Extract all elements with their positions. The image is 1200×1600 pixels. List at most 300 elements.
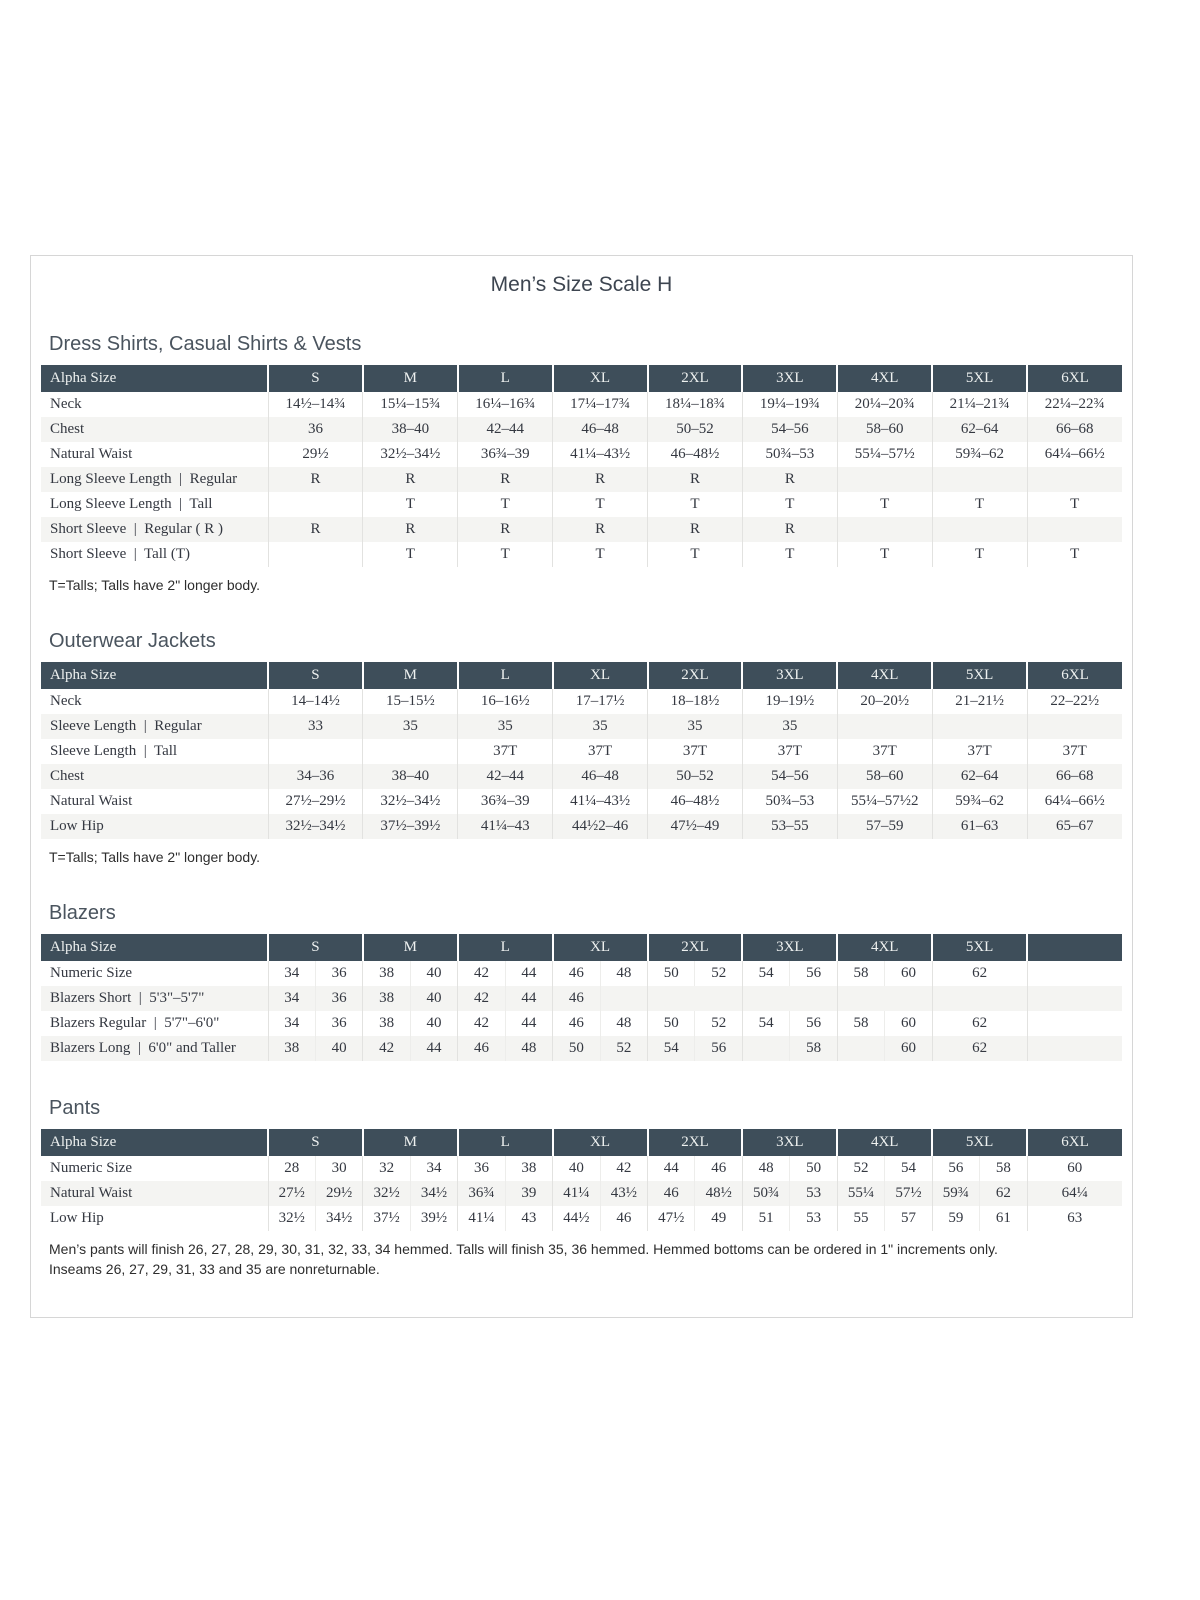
cell-value: 36 (315, 961, 362, 986)
column-header-size: 5XL (932, 1129, 1027, 1156)
column-header-size: L (458, 934, 553, 961)
row-label: Natural Waist (50, 1185, 133, 1202)
cell-value: 60 (1027, 1156, 1122, 1181)
cell-value: 36 (458, 1156, 505, 1181)
cell-value: 50¾ (742, 1181, 789, 1206)
cell-value: 17¼–17¾ (553, 392, 648, 417)
table-row (41, 1181, 1122, 1206)
column-header-size: 2XL (648, 662, 743, 689)
cell-value: 64¼ (1027, 1181, 1122, 1206)
cell-value (1027, 961, 1122, 986)
cell-value (932, 517, 1027, 542)
cell-value: 46–48½ (648, 442, 743, 467)
column-header-label: Alpha Size (41, 934, 268, 961)
cell-value (932, 986, 1027, 1011)
cell-value: 60 (885, 961, 932, 986)
row-label: Numeric Size (50, 965, 133, 982)
cell-value: 42–44 (458, 417, 553, 442)
cell-value: 20–20½ (837, 689, 932, 714)
cell-value: 34 (268, 986, 315, 1011)
cell-value: 54–56 (742, 764, 837, 789)
column-header-size: 2XL (648, 365, 743, 392)
column-header-size: 3XL (742, 365, 837, 392)
column-header-size: L (458, 365, 553, 392)
column-header-size: 2XL (648, 934, 743, 961)
column-header-size: L (458, 1129, 553, 1156)
cell-value: 50–52 (648, 764, 743, 789)
cell-value: 37T (553, 739, 648, 764)
cell-value: 55 (837, 1206, 884, 1231)
cell-value (1027, 517, 1122, 542)
cell-value (742, 1036, 789, 1061)
cell-value (1027, 714, 1122, 739)
cell-value: 42 (458, 1011, 505, 1036)
cell-value (363, 739, 458, 764)
cell-value: R (553, 517, 648, 542)
table-row (41, 961, 1122, 986)
cell-value (742, 986, 837, 1011)
cell-value: 48 (600, 1011, 647, 1036)
cell-value: 49 (695, 1206, 742, 1231)
cell-value: 50¾–53 (742, 442, 837, 467)
sections-container (41, 333, 1122, 1278)
cell-value: T (553, 542, 648, 567)
size-table-outerwear-jackets (41, 662, 1122, 839)
cell-value: 44½ (553, 1206, 600, 1231)
table-row (41, 492, 1122, 517)
column-header-size: 6XL (1027, 1129, 1122, 1156)
cell-value: 56 (790, 1011, 837, 1036)
row-label: Low Hip (50, 1210, 104, 1227)
cell-value: 65–67 (1027, 814, 1122, 839)
cell-value: R (268, 467, 363, 492)
cell-value: 18–18½ (648, 689, 743, 714)
column-header-size: 4XL (837, 1129, 932, 1156)
cell-value: 37T (742, 739, 837, 764)
column-header-size: S (268, 365, 363, 392)
cell-value: 50 (790, 1156, 837, 1181)
cell-value: 57½ (885, 1181, 932, 1206)
cell-value: 39½ (410, 1206, 457, 1231)
cell-value: 36 (268, 417, 363, 442)
cell-value: 46 (600, 1206, 647, 1231)
cell-value: 16–16½ (458, 689, 553, 714)
cell-value: 36¾–39 (458, 789, 553, 814)
cell-value: 37T (932, 739, 1027, 764)
cell-value (268, 492, 363, 517)
cell-value: 16¼–16¾ (458, 392, 553, 417)
cell-value: 56 (932, 1156, 979, 1181)
column-header-size: 4XL (837, 934, 932, 961)
cell-value: 35 (458, 714, 553, 739)
cell-value: 42 (458, 986, 505, 1011)
cell-value: 62 (980, 1181, 1027, 1206)
header-row (41, 934, 1122, 961)
cell-value: 14–14½ (268, 689, 363, 714)
cell-value: 42 (363, 1036, 410, 1061)
cell-value: 37T (837, 739, 932, 764)
cell-value: 64¼–66½ (1027, 789, 1122, 814)
cell-value: 36¾–39 (458, 442, 553, 467)
cell-value: 58 (980, 1156, 1027, 1181)
cell-value (1027, 467, 1122, 492)
table-row (41, 739, 1122, 764)
cell-value: T (837, 542, 932, 567)
cell-value: 62 (932, 1011, 1027, 1036)
size-table-dress-shirts (41, 365, 1122, 567)
cell-value: 59 (932, 1206, 979, 1231)
cell-value: 35 (648, 714, 743, 739)
cell-value: 55¼–57½2 (837, 789, 932, 814)
cell-value: 34½ (410, 1181, 457, 1206)
cell-value: 58 (837, 1011, 884, 1036)
cell-value (268, 739, 363, 764)
cell-value: 53 (790, 1181, 837, 1206)
column-header-size (1027, 934, 1122, 961)
cell-value: R (363, 517, 458, 542)
cell-value: 48 (600, 961, 647, 986)
cell-value: 50 (648, 1011, 695, 1036)
table-header (41, 365, 1122, 392)
page-title: Men’s Size Scale H (490, 273, 673, 296)
cell-value: 33 (268, 714, 363, 739)
cell-value: R (268, 517, 363, 542)
column-header-size: 4XL (837, 365, 932, 392)
section-pants (41, 1097, 1122, 1277)
section-footnote: T=Talls; Talls have 2" longer body. (49, 849, 261, 866)
cell-value: 38–40 (363, 764, 458, 789)
table-row (41, 764, 1122, 789)
cell-value: 17–17½ (553, 689, 648, 714)
cell-value: 40 (410, 961, 457, 986)
cell-value: 58–60 (837, 417, 932, 442)
table-row (41, 417, 1122, 442)
column-header-size: XL (553, 365, 648, 392)
column-header-size: S (268, 1129, 363, 1156)
cell-value (932, 714, 1027, 739)
cell-value: 22–22½ (1027, 689, 1122, 714)
row-label: Natural Waist (50, 793, 133, 810)
cell-value: 38 (363, 961, 410, 986)
section-heading-blazers: Blazers (49, 902, 116, 925)
cell-value: R (648, 517, 743, 542)
column-header-size: 6XL (1027, 662, 1122, 689)
cell-value: 63 (1027, 1206, 1122, 1231)
cell-value (837, 1036, 884, 1061)
cell-value: 47½–49 (648, 814, 743, 839)
cell-value: 62 (932, 1036, 1027, 1061)
cell-value: 46 (553, 1011, 600, 1036)
cell-value: 54–56 (742, 417, 837, 442)
cell-value: 36 (315, 986, 362, 1011)
cell-value: 19–19½ (742, 689, 837, 714)
cell-value: 27½–29½ (268, 789, 363, 814)
cell-value: R (363, 467, 458, 492)
cell-value: 44 (505, 961, 552, 986)
cell-value: 37½ (363, 1206, 410, 1231)
cell-value: 56 (790, 961, 837, 986)
cell-value: 32½–34½ (268, 814, 363, 839)
cell-value: 27½ (268, 1181, 315, 1206)
cell-value: 46 (695, 1156, 742, 1181)
table-row (41, 442, 1122, 467)
cell-value: 60 (885, 1011, 932, 1036)
cell-value: 57 (885, 1206, 932, 1231)
cell-value: 50 (553, 1036, 600, 1061)
row-label: Blazers Regular | 5'7"–6'0" (50, 1015, 220, 1032)
cell-value: 28 (268, 1156, 315, 1181)
table-body (41, 1156, 1122, 1231)
cell-value (268, 542, 363, 567)
table-header (41, 934, 1122, 961)
cell-value: 52 (695, 1011, 742, 1036)
cell-value: R (742, 517, 837, 542)
cell-value: 32½–34½ (363, 442, 458, 467)
column-header-size: L (458, 662, 553, 689)
cell-value: 58 (790, 1036, 837, 1061)
cell-value: 54 (648, 1036, 695, 1061)
cell-value: 50¾–53 (742, 789, 837, 814)
column-header-size: 5XL (932, 662, 1027, 689)
table-row (41, 1156, 1122, 1181)
row-label: Numeric Size (50, 1160, 133, 1177)
cell-value: T (553, 492, 648, 517)
cell-value: 44½2–46 (553, 814, 648, 839)
cell-value: 52 (695, 961, 742, 986)
cell-value: 20¼–20¾ (837, 392, 932, 417)
table-row (41, 789, 1122, 814)
section-footnote: Men’s pants will finish 26, 27, 28, 29, 30, 31, 32, 33, 34 hemmed. Talls will finish 35, 36 hemmed. Hemmed bottoms can be ordered in 1" increments only. (49, 1241, 998, 1258)
cell-value: 62–64 (932, 417, 1027, 442)
row-label: Chest (50, 768, 85, 785)
column-header-size: XL (553, 934, 648, 961)
cell-value: 40 (553, 1156, 600, 1181)
section-outerwear-jackets (41, 630, 1122, 866)
cell-value: 29½ (268, 442, 363, 467)
table-row (41, 517, 1122, 542)
cell-value: 29½ (315, 1181, 362, 1206)
cell-value: 50 (648, 961, 695, 986)
column-header-label: Alpha Size (41, 365, 268, 392)
cell-value: 48 (742, 1156, 789, 1181)
table-body (41, 689, 1122, 839)
cell-value: 47½ (648, 1206, 695, 1231)
cell-value: 32½ (363, 1181, 410, 1206)
cell-value: 62–64 (932, 764, 1027, 789)
header-row (41, 365, 1122, 392)
cell-value: 39 (505, 1181, 552, 1206)
cell-value: 44 (505, 986, 552, 1011)
cell-value: 55¼–57½ (837, 442, 932, 467)
cell-value: 46 (458, 1036, 505, 1061)
table-row (41, 689, 1122, 714)
table-row (41, 814, 1122, 839)
cell-value: 35 (363, 714, 458, 739)
cell-value: R (648, 467, 743, 492)
cell-value: T (648, 542, 743, 567)
table-row (41, 467, 1122, 492)
cell-value: 32½–34½ (363, 789, 458, 814)
cell-value: 44 (648, 1156, 695, 1181)
cell-value: 41¼–43 (458, 814, 553, 839)
column-header-size: M (363, 365, 458, 392)
cell-value: R (742, 467, 837, 492)
cell-value (837, 517, 932, 542)
cell-value: R (458, 467, 553, 492)
cell-value: 36 (315, 1011, 362, 1036)
cell-value: 40 (410, 1011, 457, 1036)
column-header-size: XL (553, 662, 648, 689)
cell-value: 46–48 (553, 764, 648, 789)
cell-value: 59¾–62 (932, 789, 1027, 814)
section-heading-outerwear-jackets: Outerwear Jackets (49, 630, 216, 653)
cell-value: 42 (600, 1156, 647, 1181)
row-label: Blazers Short | 5'3"–5'7" (50, 990, 205, 1007)
cell-value: 53–55 (742, 814, 837, 839)
cell-value: 38 (363, 1011, 410, 1036)
column-header-size: M (363, 662, 458, 689)
cell-value: 32½ (268, 1206, 315, 1231)
column-header-size: 3XL (742, 1129, 837, 1156)
cell-value: 48½ (695, 1181, 742, 1206)
cell-value: 18¼–18¾ (648, 392, 743, 417)
cell-value: 14½–14¾ (268, 392, 363, 417)
table-row (41, 714, 1122, 739)
row-label: Blazers Long | 6'0" and Taller (50, 1040, 236, 1057)
cell-value: 54 (885, 1156, 932, 1181)
cell-value: 43½ (600, 1181, 647, 1206)
column-header-size: 6XL (1027, 365, 1122, 392)
cell-value: 35 (553, 714, 648, 739)
cell-value: 64¼–66½ (1027, 442, 1122, 467)
column-header-size: M (363, 934, 458, 961)
row-label: Short Sleeve | Regular ( R ) (50, 521, 223, 537)
cell-value: 54 (742, 1011, 789, 1036)
cell-value: 30 (315, 1156, 362, 1181)
column-header-label: Alpha Size (41, 662, 268, 689)
cell-value: T (648, 492, 743, 517)
cell-value: 32 (363, 1156, 410, 1181)
cell-value: 38–40 (363, 417, 458, 442)
cell-value: 60 (885, 1036, 932, 1061)
column-header-size: XL (553, 1129, 648, 1156)
section-footnote: Inseams 26, 27, 29, 31, 33 and 35 are nonreturnable. (49, 1260, 380, 1277)
row-label: Short Sleeve | Tall (T) (50, 546, 190, 562)
table-header (41, 1129, 1122, 1156)
cell-value: 44 (505, 1011, 552, 1036)
header-row (41, 662, 1122, 689)
column-header-size: M (363, 1129, 458, 1156)
cell-value: 21–21½ (932, 689, 1027, 714)
cell-value: 46–48½ (648, 789, 743, 814)
cell-value: T (837, 492, 932, 517)
cell-value: 61 (980, 1206, 1027, 1231)
cell-value: 41¼–43½ (553, 442, 648, 467)
cell-value (600, 986, 647, 1011)
cell-value: 57–59 (837, 814, 932, 839)
cell-value: R (553, 467, 648, 492)
cell-value: 38 (505, 1156, 552, 1181)
cell-value: 34–36 (268, 764, 363, 789)
row-label: Natural Waist (50, 446, 133, 462)
cell-value: T (742, 492, 837, 517)
cell-value: 66–68 (1027, 417, 1122, 442)
cell-value: 61–63 (932, 814, 1027, 839)
cell-value: 54 (742, 961, 789, 986)
cell-value: 42 (458, 961, 505, 986)
table-row (41, 1011, 1122, 1036)
column-header-size: 3XL (742, 934, 837, 961)
cell-value: 48 (505, 1036, 552, 1061)
row-label: Neck (50, 693, 82, 710)
size-table-pants (41, 1129, 1122, 1231)
cell-value: 34 (268, 1011, 315, 1036)
section-footnote: T=Talls; Talls have 2" longer body. (49, 577, 261, 593)
column-header-size: 2XL (648, 1129, 743, 1156)
cell-value: 34 (410, 1156, 457, 1181)
size-scale-document (30, 255, 1133, 1318)
cell-value: R (458, 517, 553, 542)
header-row (41, 1129, 1122, 1156)
cell-value (932, 467, 1027, 492)
cell-value: 37½–39½ (363, 814, 458, 839)
table-row (41, 542, 1122, 567)
cell-value: 41¼ (458, 1206, 505, 1231)
table-row (41, 1206, 1122, 1231)
table-body (41, 392, 1122, 567)
cell-value: T (458, 542, 553, 567)
row-label: Sleeve Length | Regular (50, 718, 202, 735)
cell-value: 66–68 (1027, 764, 1122, 789)
cell-value: 38 (363, 986, 410, 1011)
cell-value: 55¼ (837, 1181, 884, 1206)
cell-value (1027, 1036, 1122, 1061)
cell-value: 58 (837, 961, 884, 986)
cell-value: T (932, 542, 1027, 567)
column-header-size: 3XL (742, 662, 837, 689)
cell-value: 58–60 (837, 764, 932, 789)
cell-value: T (363, 542, 458, 567)
table-row (41, 986, 1122, 1011)
column-header-size: S (268, 662, 363, 689)
cell-value: 62 (932, 961, 1027, 986)
cell-value: 34 (268, 961, 315, 986)
row-label: Long Sleeve Length | Tall (50, 496, 213, 512)
cell-value: 40 (315, 1036, 362, 1061)
cell-value: T (1027, 492, 1122, 517)
cell-value: 36¾ (458, 1181, 505, 1206)
cell-value: 42–44 (458, 764, 553, 789)
cell-value: T (742, 542, 837, 567)
row-label: Neck (50, 396, 82, 412)
cell-value: 44 (410, 1036, 457, 1061)
cell-value (837, 714, 932, 739)
row-label: Sleeve Length | Tall (50, 743, 178, 760)
cell-value: T (1027, 542, 1122, 567)
section-blazers (41, 902, 1122, 1061)
cell-value: 46–48 (553, 417, 648, 442)
table-body (41, 961, 1122, 1061)
cell-value: 53 (790, 1206, 837, 1231)
cell-value: 22¼–22¾ (1027, 392, 1122, 417)
size-table-blazers (41, 934, 1122, 1061)
cell-value (648, 986, 743, 1011)
cell-value: 52 (837, 1156, 884, 1181)
cell-value: 46 (648, 1181, 695, 1206)
row-label: Low Hip (50, 818, 104, 835)
cell-value: 15–15½ (363, 689, 458, 714)
cell-value: 46 (553, 986, 600, 1011)
